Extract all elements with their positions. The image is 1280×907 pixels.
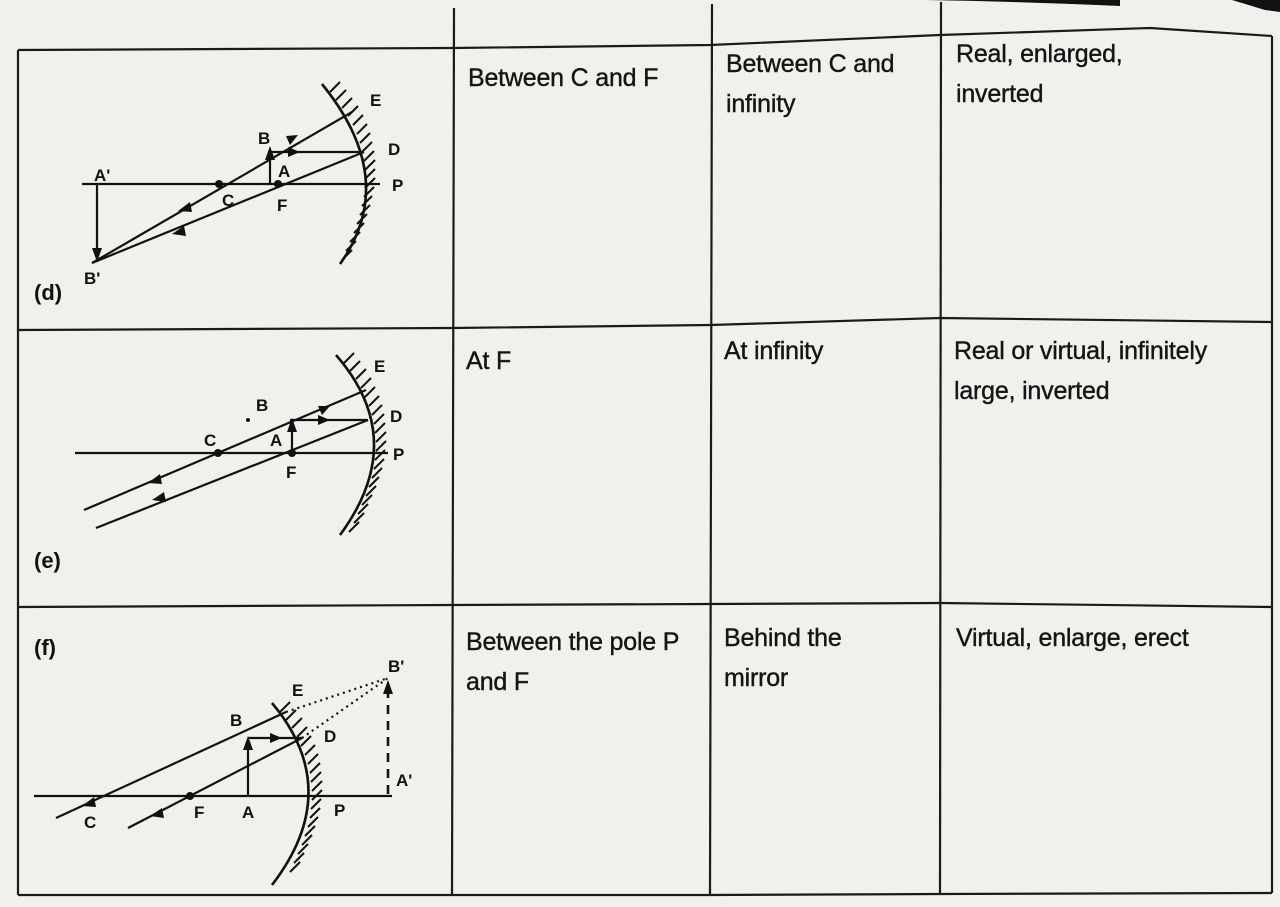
point-label: F (194, 803, 205, 822)
point-label: D (388, 140, 401, 159)
cell-image-nature: Virtual, enlarge, erect (956, 624, 1189, 652)
point-label: P (334, 801, 346, 820)
point-label: C (222, 191, 235, 210)
point-label: A' (94, 166, 111, 185)
point-label: B (256, 396, 269, 415)
point-label: D (390, 407, 403, 426)
cell-object-position: Between C and F (468, 64, 659, 92)
point-label: E (292, 681, 304, 700)
diagram-f (0, 0, 452, 895)
point-label: A' (396, 771, 413, 790)
cell-image-nature: Real, enlarged, inverted (956, 40, 1123, 108)
mirror-hatch-f (280, 702, 322, 872)
arrowheads-f (82, 680, 393, 818)
row-label: (e) (34, 548, 61, 573)
cell-object-position: Between the pole P and F (466, 628, 680, 696)
point-label: P (393, 445, 405, 464)
cell-image-nature: Real or virtual, infinitely large, inverted (954, 337, 1208, 405)
point-label: D (324, 727, 337, 746)
point-label: B (230, 711, 243, 730)
point-label: B (258, 129, 271, 148)
point-label: C (84, 813, 97, 832)
point-label: A (242, 803, 255, 822)
point-label: E (370, 91, 382, 110)
point-label: E (374, 357, 386, 376)
cell-image-position: Between C and infinity (726, 50, 895, 118)
point-label: A (270, 431, 283, 450)
point-label: B' (388, 657, 405, 676)
cell-object-position: At F (466, 347, 512, 375)
point-label: B' (84, 269, 101, 288)
cell-image-position: At infinity (724, 337, 824, 365)
cell-image-position: Behind the mirror (724, 624, 842, 692)
point-label: A (278, 162, 291, 181)
row-label: (d) (34, 280, 63, 305)
row-label: (f) (34, 635, 56, 660)
point-label: P (392, 176, 404, 195)
point-label: F (286, 463, 297, 482)
point-label: F (277, 196, 288, 215)
point-label: C (204, 431, 217, 450)
